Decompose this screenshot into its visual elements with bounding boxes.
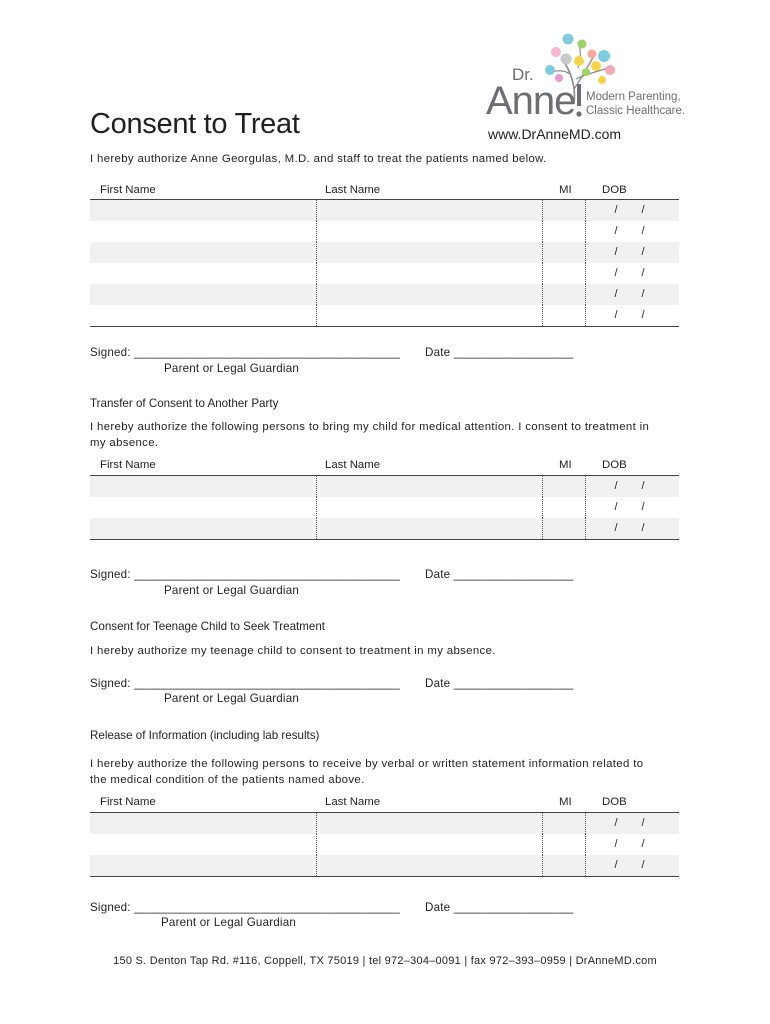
release-text-1: I hereby authorize the following persons to receive by verbal or written statement information related to	[90, 758, 644, 770]
dob-slash: /	[641, 225, 645, 237]
date-line[interactable]: Date __________________	[425, 677, 574, 690]
signed-line[interactable]: Signed: ________________________________________	[90, 568, 401, 581]
mi-field[interactable]	[542, 242, 585, 263]
table-row	[90, 263, 679, 284]
dob-field[interactable]	[585, 813, 679, 834]
first-name-field[interactable]	[90, 813, 316, 834]
last-name-field[interactable]	[316, 813, 542, 834]
last-name-field[interactable]	[316, 200, 542, 221]
col-dob: DOB	[602, 796, 627, 808]
logo-anne: Anne	[486, 79, 576, 123]
dob-slash: /	[614, 204, 618, 216]
signed-line[interactable]: Signed: ________________________________________	[90, 346, 401, 359]
first-name-field[interactable]	[90, 476, 316, 497]
dob-slash: /	[641, 522, 645, 534]
dob-field[interactable]	[585, 497, 679, 518]
table-row	[90, 855, 679, 877]
last-name-field[interactable]	[316, 834, 542, 855]
mi-field[interactable]	[542, 497, 585, 518]
first-name-field[interactable]	[90, 834, 316, 855]
dob-field[interactable]	[585, 284, 679, 305]
first-name-field[interactable]	[90, 263, 316, 284]
table-row	[90, 305, 679, 327]
date-line[interactable]: Date __________________	[425, 346, 574, 359]
mi-field[interactable]	[542, 834, 585, 855]
footer-contact: 150 S. Denton Tap Rd. #116, Coppell, TX 75019 | tel 972–304–0091 | fax 972–393–0959 | DrAnneMD.com	[113, 955, 657, 967]
guardian-caption: Parent or Legal Guardian	[164, 692, 299, 705]
first-name-field[interactable]	[90, 200, 316, 221]
logo-tagline-2: Classic Healthcare.	[586, 105, 686, 117]
guardian-caption: Parent or Legal Guardian	[161, 916, 296, 929]
first-name-field[interactable]	[90, 284, 316, 305]
dob-slash: /	[614, 246, 618, 258]
dob-field[interactable]	[585, 476, 679, 497]
transfer-heading: Transfer of Consent to Another Party	[90, 397, 279, 410]
col-first-name: First Name	[100, 796, 156, 808]
dob-slash: /	[641, 501, 645, 513]
dob-slash: /	[641, 817, 645, 829]
last-name-field[interactable]	[316, 305, 542, 327]
table-row	[90, 813, 679, 834]
transfer-table	[90, 476, 679, 540]
transfer-text-1: I hereby authorize the following persons to bring my child for medical attention. I consent to treatment in	[90, 421, 650, 433]
dob-field[interactable]	[585, 834, 679, 855]
mi-field[interactable]	[542, 200, 585, 221]
guardian-caption: Parent or Legal Guardian	[164, 584, 299, 597]
teen-heading: Consent for Teenage Child to Seek Treatment	[90, 620, 326, 633]
mi-field[interactable]	[542, 221, 585, 242]
mi-field[interactable]	[542, 813, 585, 834]
dr-anne-logo	[486, 34, 686, 124]
dob-slash: /	[614, 501, 618, 513]
mi-field[interactable]	[542, 476, 585, 497]
dob-slash: /	[614, 817, 618, 829]
table-row	[90, 200, 679, 221]
transfer-text-2: my absence.	[90, 437, 159, 449]
page-title: Consent to Treat	[90, 108, 300, 140]
dob-slash: /	[614, 225, 618, 237]
col-dob: DOB	[602, 459, 627, 471]
first-name-field[interactable]	[90, 855, 316, 877]
dob-slash: /	[614, 859, 618, 871]
dob-slash: /	[641, 480, 645, 492]
dob-slash: /	[641, 204, 645, 216]
col-last-name: Last Name	[325, 796, 381, 808]
col-mi: MI	[559, 184, 572, 196]
dob-slash: /	[641, 859, 645, 871]
dob-slash: /	[614, 480, 618, 492]
table-row	[90, 476, 679, 497]
last-name-field[interactable]	[316, 263, 542, 284]
first-name-field[interactable]	[90, 497, 316, 518]
teen-text: I hereby authorize my teenage child to consent to treatment in my absence.	[90, 645, 496, 657]
dob-slash: /	[614, 522, 618, 534]
logo-dr: Dr.	[512, 65, 534, 84]
mi-field[interactable]	[542, 284, 585, 305]
dob-field[interactable]	[585, 200, 679, 221]
table-row	[90, 221, 679, 242]
table-row	[90, 834, 679, 855]
dob-slash: /	[641, 267, 645, 279]
dob-field[interactable]	[585, 242, 679, 263]
last-name-field[interactable]	[316, 855, 542, 877]
dob-slash: /	[614, 838, 618, 850]
dob-slash: /	[614, 267, 618, 279]
last-name-field[interactable]	[316, 497, 542, 518]
dob-field[interactable]	[585, 221, 679, 242]
col-last-name: Last Name	[325, 459, 381, 471]
logo-tagline-1: Modern Parenting,	[586, 91, 681, 103]
release-table	[90, 813, 679, 877]
guardian-caption: Parent or Legal Guardian	[164, 362, 299, 375]
dob-field[interactable]	[585, 855, 679, 877]
mi-field[interactable]	[542, 305, 585, 327]
col-dob: DOB	[602, 184, 627, 196]
last-name-field[interactable]	[316, 221, 542, 242]
release-text-2: the medical condition of the patients named above.	[90, 774, 365, 786]
col-first-name: First Name	[100, 459, 156, 471]
first-name-field[interactable]	[90, 518, 316, 540]
dob-slash: /	[641, 838, 645, 850]
signed-line[interactable]: Signed: ________________________________________	[90, 677, 401, 690]
first-name-field[interactable]	[90, 242, 316, 263]
table-row	[90, 242, 679, 263]
mi-field[interactable]	[542, 263, 585, 284]
first-name-field[interactable]	[90, 221, 316, 242]
dob-field[interactable]	[585, 518, 679, 540]
dob-slash: /	[641, 246, 645, 258]
patients-table	[90, 200, 679, 327]
col-mi: MI	[559, 459, 572, 471]
date-line[interactable]: Date __________________	[425, 901, 574, 914]
website-url: www.DrAnneMD.com	[488, 126, 622, 142]
col-first-name: First Name	[100, 184, 156, 196]
dob-slash: /	[641, 288, 645, 300]
table-row	[90, 497, 679, 518]
table-row	[90, 284, 679, 305]
col-mi: MI	[559, 796, 572, 808]
dob-slash: /	[641, 309, 645, 321]
table-row	[90, 518, 679, 540]
mi-field[interactable]	[542, 855, 585, 877]
dob-slash: /	[614, 288, 618, 300]
last-name-field[interactable]	[316, 518, 542, 540]
signed-line[interactable]: Signed: ________________________________________	[90, 901, 401, 914]
last-name-field[interactable]	[316, 284, 542, 305]
dob-slash: /	[614, 309, 618, 321]
date-line[interactable]: Date __________________	[425, 568, 574, 581]
mi-field[interactable]	[542, 518, 585, 540]
col-last-name: Last Name	[325, 184, 381, 196]
dob-field[interactable]	[585, 305, 679, 327]
release-heading: Release of Information (including lab results)	[90, 729, 320, 742]
last-name-field[interactable]	[316, 476, 542, 497]
first-name-field[interactable]	[90, 305, 316, 327]
last-name-field[interactable]	[316, 242, 542, 263]
dob-field[interactable]	[585, 263, 679, 284]
intro-text: I hereby authorize Anne Georgulas, M.D. and staff to treat the patients named below.	[90, 153, 547, 165]
